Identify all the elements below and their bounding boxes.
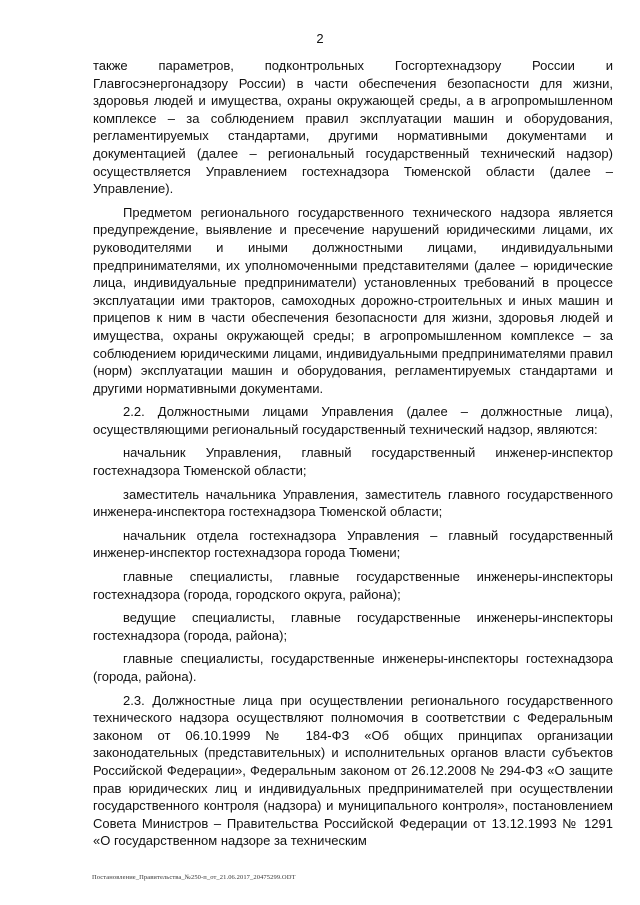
list-item-leading-specialists: ведущие специалисты, главные государственные инженеры-инспекторы гостехнадзора (города, района); [93, 610, 613, 643]
list-item-deputy-head: заместитель начальника Управления, заместитель главного государственного инженера-инспектора гостехнадзора Тюменской области; [93, 486, 613, 520]
list-item-chief-specialists: главные специалисты, главные государственные инженеры-инспекторы гостехнадзора (города, городского округа, района); [93, 569, 613, 602]
list-item-head-of-section: начальник отдела гостехнадзора Управления – главный государственный инженер-инспектор гостехнадзора города Тюмени; [93, 527, 613, 561]
paragraph-2-2-officials: 2.2. Должностными лицами Управления (далее – должностные лица), осуществляющими региональный государственный технический надзор, являются: [93, 404, 613, 437]
document-body [93, 57, 613, 856]
paragraph-2-3-powers: 2.3. Должностные лица при осуществлении регионального государственного технического надзора осуществляют полномочия в соответствии с Федеральным законом от 06.10.1999 № 184-ФЗ «Об общих принципах организации законодательных (представительных) и исполнительных органов власти субъектов Российской Федерации», Федеральным законом от 26.12.2008 № 294-ФЗ «О защите прав юридических лиц и индивидуальных предпринимателей при осуществлении государственного контроля (надзора) и муниципального контроля», постановлением Совета Министров – Правительства Российской Федерации от 13.12.1993 № 1291 «О государственном надзоре за техническим [93, 692, 613, 849]
list-item-chief-specialists-state-inspectors: главные специалисты, государственные инженеры-инспекторы гостехнадзора (города, района). [93, 651, 613, 684]
paragraph-subject-of-supervision: Предметом регионального государственного технического надзора является предупреждение, выявление и пресечение нарушений юридическими лицами, их руководителями и иными должностными лицами, индивидуальными предпринимателями, их уполномоченными представителями (далее – юридические лица, индивидуальные предприниматели) установленных требований в процессе эксплуатации ими тракторов, самоходных дорожно-строительных и иных машин и прицепов к ним в части обеспечения безопасности для жизни, здоровья людей и имущества, охраны окружающей среды; в агропромышленном комплексе – за соблюдением юридическими лицами, индивидуальными предпринимателями правил (норм) эксплуатации машин и оборудования, регламентируемых стандартами и другими нормативными документами. [93, 204, 613, 396]
document-footer-filename: Постановление_Правительства_№250-п_от_21.06.2017_20475299.ODT [92, 874, 296, 881]
paragraph-continuation: также параметров, подконтрольных Госгортехнадзору России и Главгосэнергонадзору России) в части обеспечения безопасности для жизни, здоровья людей и имущества, охраны окружающей среды, а в агропромышленном комплексе – за соблюдением правил эксплуатации машин и оборудования, регламентируемых стандартами, другими нормативными документами и документацией (далее – региональный государственный технический надзор) осуществляется Управлением гостехнадзора Тюменской области (далее – Управление). [93, 58, 613, 197]
list-item-head-of-department: начальник Управления, главный государственный инженер-инспектор гостехнадзора Тюменской области; [93, 445, 613, 479]
page-number: 2 [316, 31, 324, 46]
